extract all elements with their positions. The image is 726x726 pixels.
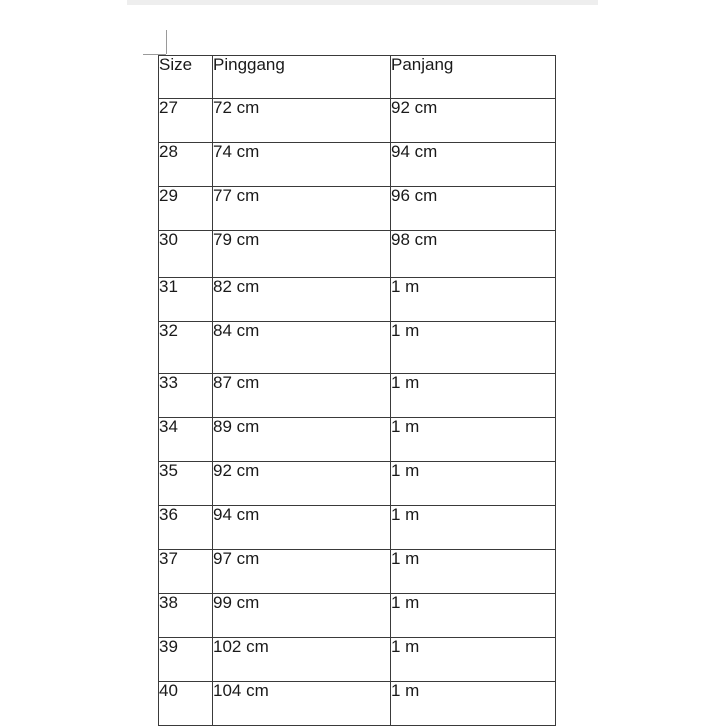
table-row (159, 418, 556, 462)
cell-pinggang: 77 cm (213, 187, 391, 231)
header-panjang: Panjang (391, 56, 556, 99)
cell-size: 32 (159, 322, 213, 374)
table-row (159, 278, 556, 322)
table-row (159, 187, 556, 231)
cell-panjang: 1 m (391, 638, 556, 682)
size-chart-table (158, 55, 556, 726)
table-row (159, 322, 556, 374)
table-header-row (159, 56, 556, 99)
cell-size: 35 (159, 462, 213, 506)
cell-panjang: 1 m (391, 462, 556, 506)
cell-size: 29 (159, 187, 213, 231)
table-row (159, 506, 556, 550)
header-pinggang: Pinggang (213, 56, 391, 99)
cell-panjang: 1 m (391, 322, 556, 374)
cell-size: 30 (159, 231, 213, 278)
cell-pinggang: 87 cm (213, 374, 391, 418)
cell-size: 31 (159, 278, 213, 322)
cell-panjang: 94 cm (391, 143, 556, 187)
cell-size: 33 (159, 374, 213, 418)
cell-panjang: 98 cm (391, 231, 556, 278)
table-row (159, 99, 556, 143)
cell-panjang: 1 m (391, 550, 556, 594)
table-row (159, 550, 556, 594)
cell-pinggang: 74 cm (213, 143, 391, 187)
cell-pinggang: 89 cm (213, 418, 391, 462)
cell-size: 39 (159, 638, 213, 682)
text-boundary-mark (166, 30, 167, 54)
cell-pinggang: 72 cm (213, 99, 391, 143)
cell-pinggang: 79 cm (213, 231, 391, 278)
table-row (159, 682, 556, 726)
cell-pinggang: 82 cm (213, 278, 391, 322)
cell-pinggang: 84 cm (213, 322, 391, 374)
table-row (159, 374, 556, 418)
cell-size: 36 (159, 506, 213, 550)
cell-panjang: 1 m (391, 374, 556, 418)
cell-panjang: 1 m (391, 506, 556, 550)
cell-size: 27 (159, 99, 213, 143)
cell-panjang: 1 m (391, 682, 556, 726)
table-row (159, 594, 556, 638)
cell-size: 38 (159, 594, 213, 638)
cell-size: 40 (159, 682, 213, 726)
header-size: Size (159, 56, 213, 99)
cell-pinggang: 97 cm (213, 550, 391, 594)
table-body (159, 99, 556, 726)
cell-size: 37 (159, 550, 213, 594)
table-row (159, 638, 556, 682)
cell-pinggang: 94 cm (213, 506, 391, 550)
cell-pinggang: 92 cm (213, 462, 391, 506)
cell-size: 28 (159, 143, 213, 187)
cell-size: 34 (159, 418, 213, 462)
cell-panjang: 96 cm (391, 187, 556, 231)
cell-pinggang: 102 cm (213, 638, 391, 682)
table-row (159, 231, 556, 278)
table-row (159, 462, 556, 506)
cell-panjang: 1 m (391, 594, 556, 638)
cell-panjang: 1 m (391, 278, 556, 322)
cell-pinggang: 99 cm (213, 594, 391, 638)
table-row (159, 143, 556, 187)
page-top-edge (127, 0, 598, 5)
cell-panjang: 1 m (391, 418, 556, 462)
cell-panjang: 92 cm (391, 99, 556, 143)
cell-pinggang: 104 cm (213, 682, 391, 726)
